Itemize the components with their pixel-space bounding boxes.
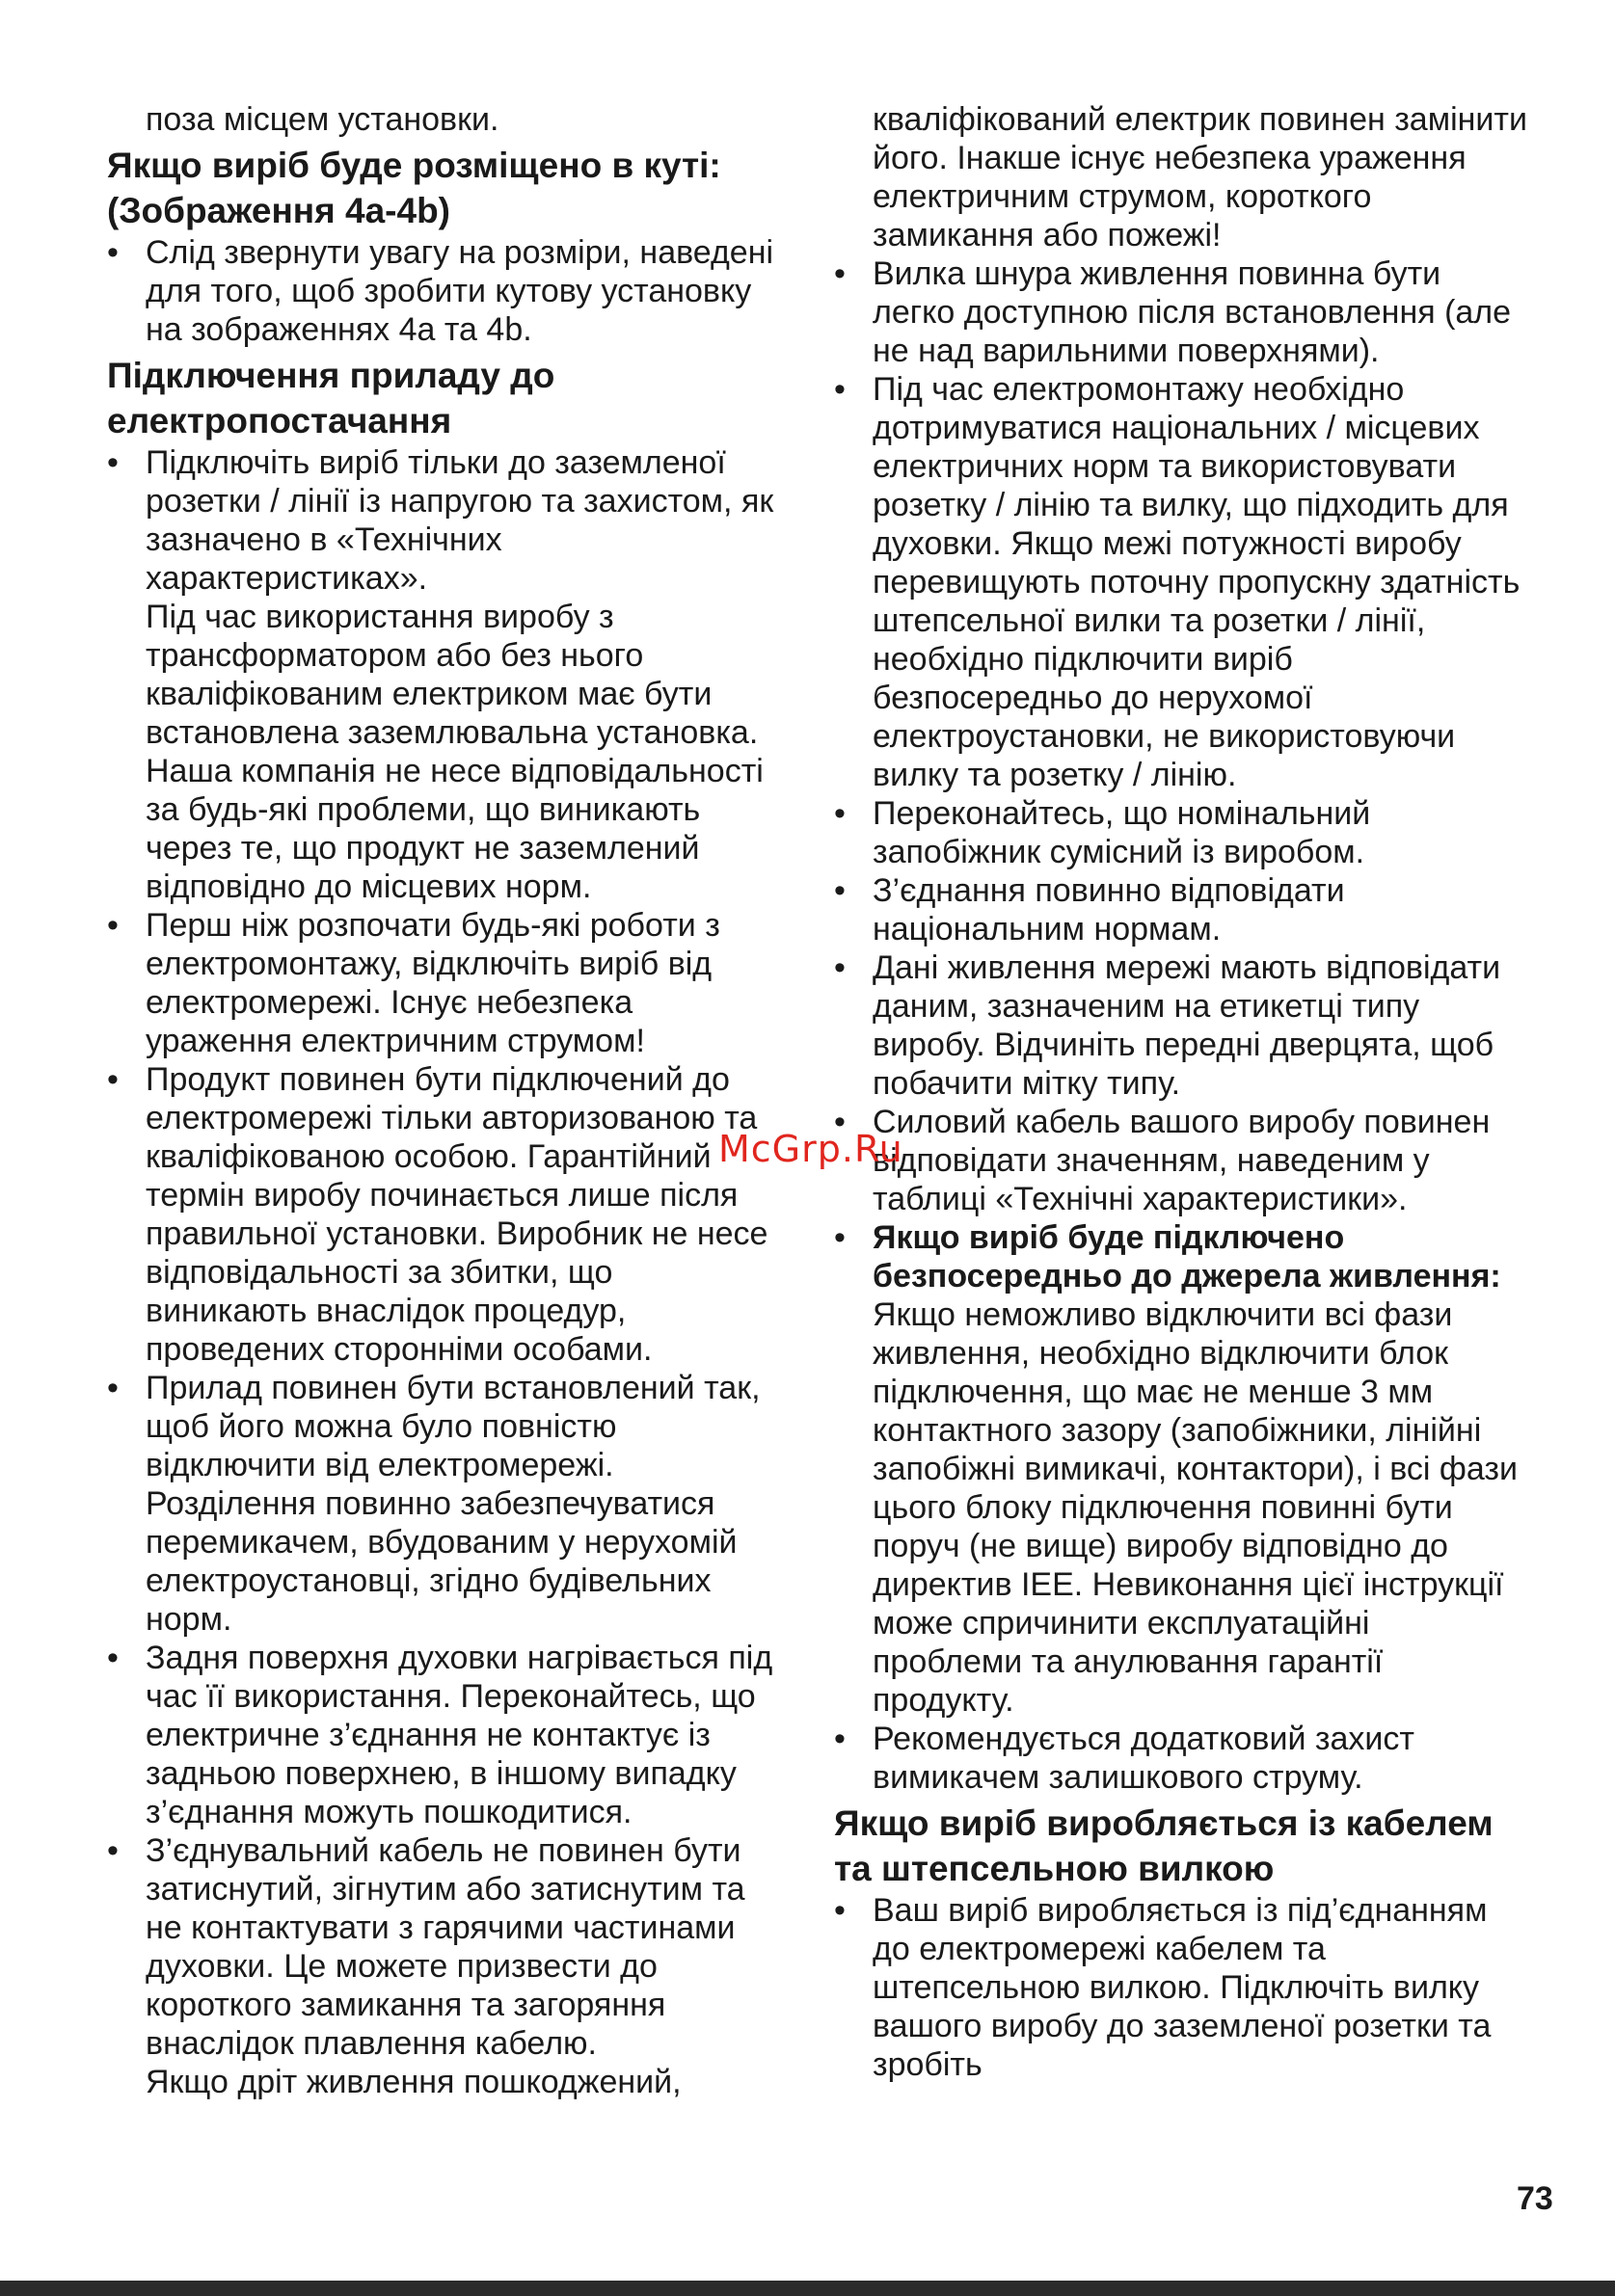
direct-connection-label: Якщо виріб буде підключено безпосередньо до джерела живлення: — [873, 1219, 1501, 1295]
list-item: • Рекомендується додатковий захист вимикачем залишкового струму. — [834, 1720, 1528, 1797]
paragraph: • З’єднувальний кабель не повинен бути затиснутий, зігнутим або затиснутим та не контактувати з гарячими частинами духовки. Це можете призвести до короткого замикання та загоряння внаслідок плавлення кабелю. — [146, 1832, 745, 2062]
left-lead-text: поза місцем установки. — [146, 101, 499, 138]
right-list-3 — [834, 1891, 1528, 2084]
page-number: 73 — [1517, 2180, 1553, 2217]
list-item: • Перш ніж розпочати будь-які роботи з електромонтажу, відключіть виріб від електромережі. Існує небезпека ураження електричним струмом! — [107, 906, 782, 1060]
list-item: • Продукт повинен бути підключений до електромережі тільки авторизованою та кваліфікованою особою. Гарантійний термін виробу починається лише після правильної установки. Виробник не несе відповідальності за збитки, що виникають внаслідок процедур, проведених сторонніми особами. — [107, 1060, 782, 1369]
list-item: • З’єднання повинно відповідати національним нормам. — [834, 871, 1528, 948]
list-item: • Вилка шнура живлення повинна бути легко доступною після встановлення (але не над варильними поверхнями). — [834, 254, 1528, 370]
right-list-1 — [834, 254, 1528, 1797]
paragraph: Під час використання виробу з трансформатором або без нього кваліфікованим електриком має бути встановлена заземлювальна установка. Наша компанія не несе відповідальності за будь-які проблеми, що виникають через те, що продукт не заземлений відповідно до місцевих норм. — [146, 599, 764, 905]
bottom-border — [0, 2281, 1615, 2296]
watermark: McGrp.Ru — [718, 1128, 903, 1170]
right-lead-text: кваліфікований електрик повинен замінити його. Інакше існує небезпека ураження електричним струмом, короткого замикання або пожежі! — [873, 101, 1527, 254]
list-item: • Переконайтесь, що номінальний запобіжник сумісний із виробом. — [834, 794, 1528, 871]
list-item: • Ваш виріб виробляється із під’єднанням до електромережі кабелем та штепсельною вилкою. Підключіть вилку вашого виробу до заземленої розетки та зробіть — [834, 1891, 1528, 2084]
list-item-direct-connection — [834, 1218, 1528, 1720]
list-item: • Під час електромонтажу необхідно дотримуватися національних / місцевих електричних норм та використовувати розетку / лінію та вилку, що підходить для духовки. Якщо межі потужності виробу перевищують поточну пропускну здатність штепсельної вилки та розетки / лінії, необхідно підключити виріб безпосередньо до нерухомої електроустановки, не використовуючи вилку та розетку / лінію. — [834, 370, 1528, 794]
paragraph: Розділення повинно забезпечуватися перемикачем, вбудованим у нерухомій електроустановці, згідно будівельних норм. — [146, 1485, 738, 1638]
heading-electrical-connection: Підключення приладу до електропостачання — [107, 356, 555, 441]
right-column — [834, 100, 1528, 2084]
heading-corner-installation: Якщо виріб буде розміщено в куті: (Зображення 4a-4b) — [107, 146, 721, 230]
list-item — [107, 1831, 782, 2101]
left-list-2 — [107, 443, 782, 2101]
list-item: • Дані живлення мережі мають відповідати даним, зазначеним на етикетці типу виробу. Відчиніть передні дверцята, щоб побачити мітку типу. — [834, 948, 1528, 1103]
left-column — [107, 100, 782, 2101]
direct-connection-text: Якщо неможливо відключити всі фази живлення, необхідно відключити блок підключення, що має не менше 3 мм контактного зазору (запобіжники, лінійні запобіжні вимикачі, контактори), і всі фази цього блоку підключення повинні бути поруч (не вище) виробу відповідно до директив IEE. Невиконання цієї інструкції може спричинити експлуатаційні проблеми та анулювання гарантії продукту. — [873, 1296, 1519, 1719]
list-item: • Слід звернути увагу на розміри, наведені для того, щоб зробити кутову установку на зображеннях 4a та 4b. — [107, 233, 782, 349]
list-item: • Задня поверхня духовки нагрівається під час її використання. Переконайтесь, що електричне з’єднання не контактує із задньою поверхнею, в іншому випадку з’єднання можуть пошкодитися. — [107, 1639, 782, 1831]
paragraph: • Прилад повинен бути встановлений так, щоб його можна було повністю відключити від електромережі. — [146, 1370, 761, 1483]
paragraph: Якщо дріт живлення пошкоджений, — [146, 2064, 682, 2100]
list-item — [107, 443, 782, 906]
left-list-1 — [107, 233, 782, 349]
heading-cable-and-plug: Якщо виріб виробляється із кабелем та штепсельною вилкою — [834, 1803, 1494, 1888]
list-item — [107, 1369, 782, 1639]
paragraph: • Підключіть виріб тільки до заземленої розетки / лінії із напругою та захистом, як зазначено в «Технічних характеристиках». — [146, 444, 774, 597]
list-item: • Силовий кабель вашого виробу повинен відповідати значенням, наведеним у таблиці «Технічні характеристики». — [834, 1103, 1528, 1218]
